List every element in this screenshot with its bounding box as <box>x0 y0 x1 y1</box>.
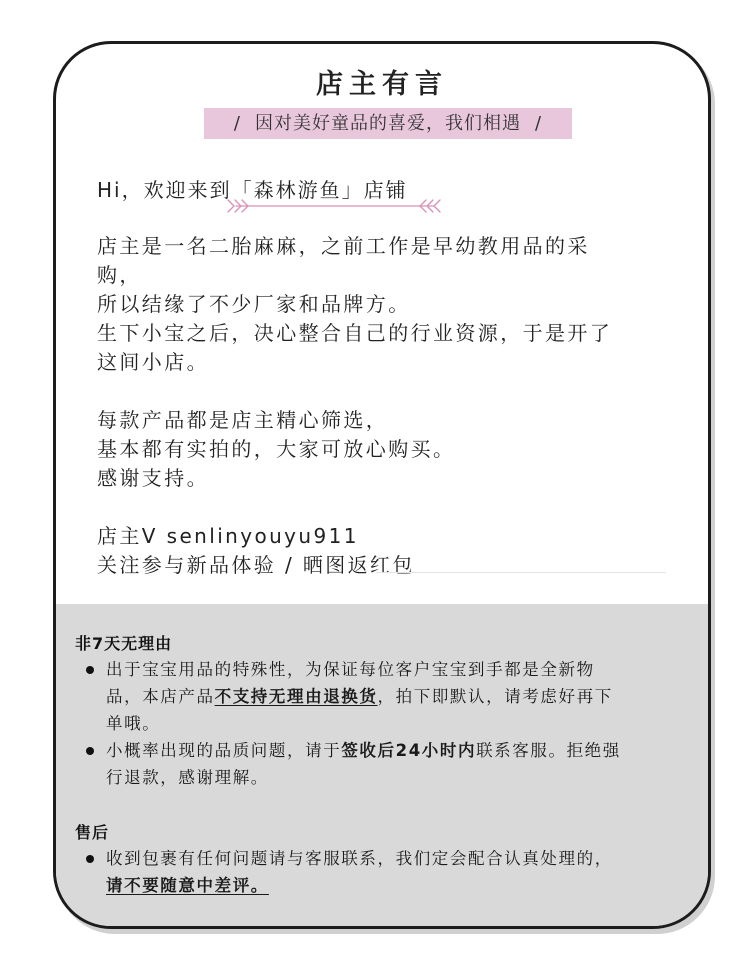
owner-message <box>97 232 677 580</box>
tagline-text: 因对美好童品的喜爱，我们相遇 <box>255 113 521 134</box>
selection-line: 感谢支持。 <box>97 466 209 490</box>
intro-line: 这间小店。 <box>97 350 209 374</box>
tagline-slash-left: / <box>233 113 241 134</box>
after-sale-list <box>84 845 684 899</box>
intro-line: 购， <box>97 263 142 287</box>
intro-line: 生下小宝之后，决心整合自己的行业资源，于是开了 <box>97 321 613 345</box>
selection-line: 每款产品都是店主精心筛选， <box>97 408 389 432</box>
selection-line: 基本都有实拍的，大家可放心购买。 <box>97 437 456 461</box>
tagline-banner <box>204 108 572 139</box>
list-item: 收到包裹有任何问题请与客服联系，我们定会配合认真处理的， 请不要随意中差评。 <box>84 845 684 899</box>
after-sale-heading: 售后 <box>75 823 110 842</box>
list-item: 小概率出现的品质问题，请于签收后24小时内联系客服。拒绝强 行退款，感谢理解。 <box>84 737 684 791</box>
contact-benefits: 关注参与新品体验 / 晒图返红包 <box>97 553 415 577</box>
intro-line: 店主是一名二胎麻麻，之前工作是早幼教用品的采 <box>97 234 590 258</box>
policy-section <box>56 604 708 926</box>
no-return-emphasis: 不支持无理由退换货 <box>214 687 378 706</box>
arrow-divider-icon <box>226 198 444 214</box>
no-return-heading: 非7天无理由 <box>75 634 173 653</box>
no-return-list <box>84 656 684 791</box>
tagline-slash-right: / <box>535 113 543 134</box>
greeting: Hi，欢迎来到「森林游鱼」店铺 <box>97 178 408 202</box>
review-emphasis: 请不要随意中差评。 <box>106 876 269 895</box>
time-limit-emphasis: 签收后24小时内 <box>341 741 477 760</box>
store-owner-card <box>53 41 711 929</box>
contact-wechat: 店主V senlinyouyu911 <box>97 524 359 548</box>
card-title: 店主有言 <box>316 69 448 100</box>
intro-line: 所以结缘了不少厂家和品牌方。 <box>97 292 411 316</box>
divider-line <box>376 572 666 573</box>
list-item: 出于宝宝用品的特殊性，为保证每位客户宝宝到手都是全新物 品，本店产品不支持无理由退换货，拍下即默认，请考虑好再下 单哦。 <box>84 656 684 737</box>
